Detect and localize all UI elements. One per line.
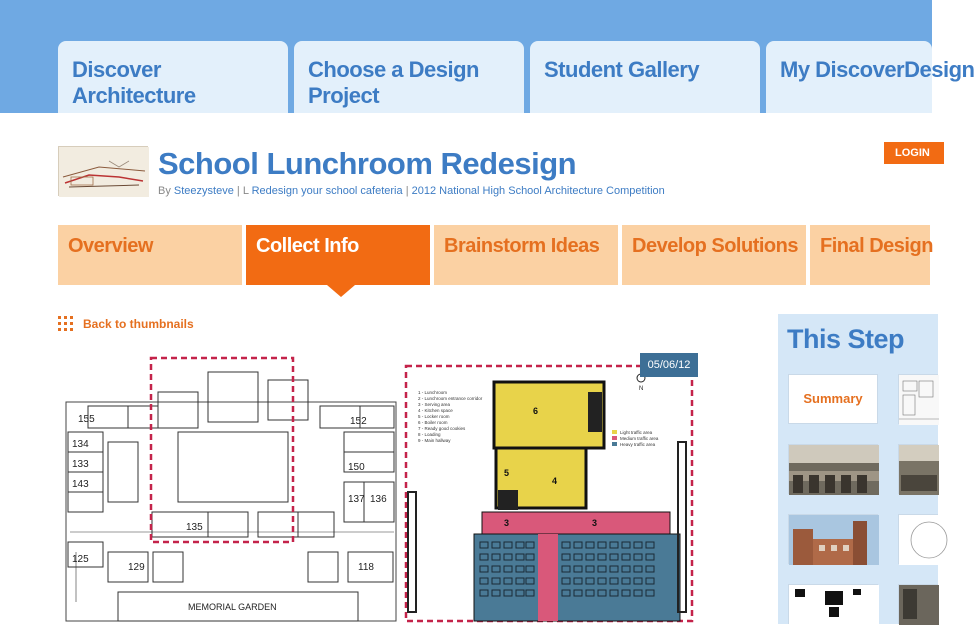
legend-item: 1 - Lunchroom (418, 390, 448, 395)
thumbnail-cafeteria-1[interactable] (788, 444, 878, 494)
room-label: 150 (348, 462, 365, 473)
project-thumbnail (58, 146, 148, 196)
room-label: 155 (78, 414, 95, 425)
thumbnail-floorplan[interactable] (898, 374, 938, 424)
main-image (58, 352, 702, 621)
summary-card[interactable]: Summary (788, 374, 878, 424)
step-tab-label: Collect Info (256, 235, 359, 257)
back-link-label: Back to thumbnails (83, 316, 194, 331)
svg-text:N: N (639, 386, 644, 392)
nav-tab-label: Choose a Design Project (308, 57, 479, 108)
room-label: 152 (350, 416, 367, 427)
sidebar-title: This Step (787, 324, 905, 354)
legend-item: 7 - Ready good cookies (418, 426, 466, 431)
nav-tab-my-discoverdesign[interactable] (766, 41, 974, 113)
thumbnail-school-building[interactable] (788, 514, 878, 564)
step-tab-label: Overview (68, 235, 153, 257)
traffic-legend-item: Medium traffic area (620, 436, 659, 441)
nav-tab-label: Student Gallery (544, 57, 700, 82)
room-label: 135 (186, 522, 203, 533)
floor-plans-image (58, 352, 702, 621)
room-label: 136 (370, 494, 387, 505)
legend-item: 5 - Locker room (418, 414, 450, 419)
project-link[interactable]: Redesign your school cafeteria (251, 185, 403, 197)
legend-item: 4 - Kitchen space (418, 408, 453, 413)
step-tab-label: Develop Solutions (632, 235, 798, 257)
legend-item: 2 - Lunchroom entrance corridor (418, 396, 483, 401)
byline (158, 185, 665, 197)
grid-icon (58, 316, 73, 331)
step-tab-collect-info[interactable] (246, 225, 432, 285)
legend-item: 8 - Loading (418, 432, 441, 437)
legend-item: 9 - Main hallway (418, 438, 451, 443)
project-initial: L (242, 185, 249, 197)
nav-tab-student-gallery[interactable] (530, 41, 760, 113)
date-badge: 05/06/12 (640, 353, 698, 377)
back-to-thumbnails-link[interactable] (58, 316, 194, 331)
step-tab-develop-solutions[interactable] (622, 225, 808, 285)
author-link[interactable]: Steezysteve (173, 185, 234, 197)
step-tab-brainstorm-ideas[interactable] (434, 225, 620, 285)
nav-tab-label: Discover Architecture (72, 57, 196, 108)
legend-item: 6 - Boiler room (418, 420, 448, 425)
byline-separator: | (236, 185, 240, 197)
step-tab-final-design[interactable] (810, 225, 932, 285)
step-tab-overview[interactable] (58, 225, 244, 285)
thumbnail-cafeteria-2[interactable] (898, 444, 938, 494)
room-label: 133 (72, 459, 89, 470)
thumbnail-photo[interactable] (898, 584, 938, 624)
byline-separator: | (405, 185, 409, 197)
nav-tab-choose-project[interactable] (294, 41, 524, 113)
memorial-garden-label: MEMORIAL GARDEN (188, 602, 277, 612)
legend-item: 3 - Serving area (418, 402, 451, 407)
login-button[interactable]: LOGIN (884, 142, 944, 164)
step-tab-label: Final Design (820, 235, 933, 257)
area-number: 5 (504, 468, 510, 478)
area-number: 3 (504, 518, 510, 528)
thumbnail-diagram[interactable] (898, 514, 938, 564)
traffic-legend-item: Light traffic area (620, 430, 653, 435)
room-label: 134 (72, 439, 89, 450)
room-label: 143 (72, 479, 89, 490)
room-label: 118 (358, 562, 374, 573)
area-number: 3 (592, 518, 598, 528)
area-number: 6 (533, 406, 539, 416)
by-prefix: By (158, 185, 171, 197)
nav-tab-label: My DiscoverDesign (780, 57, 974, 82)
competition-link[interactable]: 2012 National High School Architecture Competition (411, 185, 665, 197)
area-number: 4 (552, 476, 558, 486)
active-step-indicator (327, 285, 355, 297)
thumbnail-site-plan[interactable] (788, 584, 878, 624)
room-label: 125 (72, 554, 89, 565)
traffic-legend-item: Heavy traffic area (620, 442, 656, 447)
page-title: School Lunchroom Redesign (158, 146, 577, 181)
step-tab-label: Brainstorm Ideas (444, 235, 600, 257)
room-label: 129 (128, 562, 145, 573)
room-label: 137 (348, 494, 365, 505)
nav-tab-discover-architecture[interactable] (58, 41, 288, 113)
